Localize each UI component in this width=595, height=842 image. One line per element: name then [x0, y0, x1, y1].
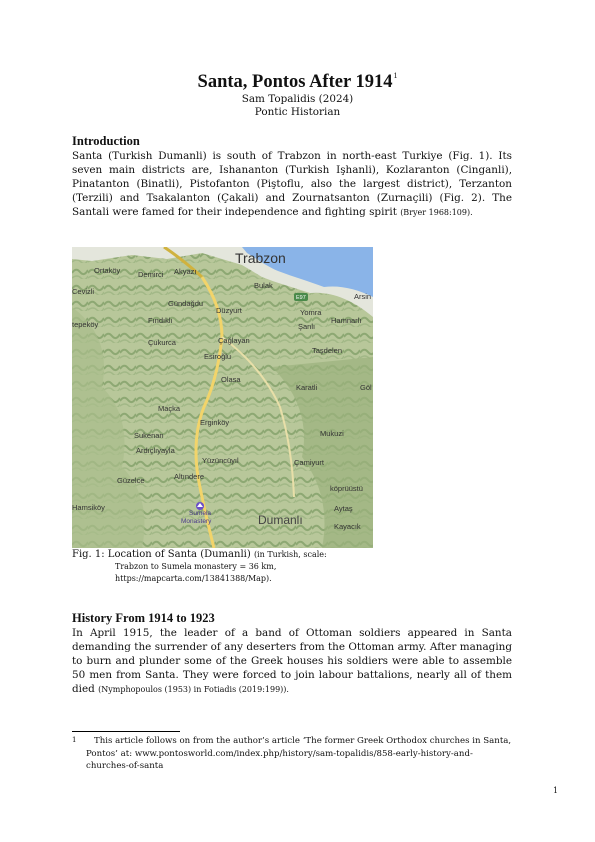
- author-block: [0, 93, 595, 119]
- footnote-marker: 1: [72, 736, 77, 744]
- map-label-ardiclyayla: Ardıçlıyayla: [136, 446, 175, 455]
- map-label-duzyurt: Düzyurt: [216, 306, 242, 315]
- map-label-arsin: Arsin: [354, 292, 372, 301]
- intro-heading: Introduction: [72, 134, 140, 148]
- author-affiliation: Pontic Historian: [254, 106, 341, 118]
- figure-caption: [72, 549, 327, 584]
- sumela-monastery-icon: [196, 502, 204, 510]
- document-title: [0, 71, 595, 93]
- intro-paragraph: [72, 149, 512, 220]
- map-label-mukuzi: Mukuzi: [320, 429, 344, 438]
- history-citation: (Nymphopoulos (1953) in Fotiadis (2019:199)).: [98, 685, 289, 695]
- map-label-road: E97: [296, 295, 306, 301]
- history-paragraph: [72, 626, 512, 697]
- map-label-tasdelen: Taşdelen: [312, 346, 343, 355]
- map-label-erginkoy: Erginköy: [200, 418, 230, 427]
- caption-scale: Trabzon to Sumela monastery = 36 km,: [115, 562, 277, 571]
- intro-citation: (Bryer 1968:109).: [400, 208, 473, 218]
- footnote: [72, 735, 512, 773]
- footnote-divider: [72, 731, 180, 732]
- footnote-text: This article follows on from the author’s article ‘The former Greek Orthodox churches in Santa, Pontos’ at: www.pontosworld.com/index.php/history/sam-topalidis/858-early-history-and-churches-of-santa: [86, 736, 512, 771]
- map-label-yomra: Yomra: [300, 308, 322, 317]
- map-label-macka: Maçka: [158, 404, 181, 413]
- caption-source: https://mapcarta.com/13841388/Map).: [115, 573, 272, 583]
- map-label-akyazi: Akyazı: [174, 267, 197, 276]
- map-label-aytas: Aytaş: [334, 504, 353, 513]
- santa-location-map: [72, 247, 373, 548]
- map-label-sumela: Sumela: [189, 510, 212, 517]
- map-label-gundagdu: Gündağdu: [168, 299, 204, 308]
- page-number: 1: [553, 786, 559, 795]
- history-heading: History From 1914 to 1923: [72, 611, 215, 625]
- map-label-camiyurt: Çamiyurt: [294, 458, 325, 467]
- author-name: Sam Topalidis (2024): [241, 93, 354, 105]
- intro-body: Santa (Turkish Dumanli) is south of Trabzon in north-east Turkiye (Fig. 1). Its seven main districts are, Ishananton (Turkish Işhanli), Kozlaranton (Cinganli), Pinatanton (Binatli), Pistofanton (Piştoflu, also the largest district), Terzanton (Terzili) and Tsakalanton (Çakali) and Zournatsanton (Zurnaçili) (Fig. 2). The Santali were famed for their independence and fighting spirit: [72, 150, 512, 219]
- caption-scale-note: (in Turkish, scale:: [253, 550, 327, 559]
- map-label-sukenan: Sukenan: [134, 431, 164, 440]
- map-label-trabzon: Trabzon: [235, 250, 286, 266]
- map-label-gol: Göl: [360, 383, 372, 392]
- map-label-guzelce: Güzelce: [117, 476, 145, 485]
- map-label-karatli: Karatli: [296, 383, 318, 392]
- map-label-kayacik: Kayacık: [334, 522, 361, 531]
- map-label-olasa: Olasa: [221, 375, 241, 384]
- map-label-caglayan: Çağlayan: [218, 336, 250, 345]
- map-label-demirci: Demirci: [138, 270, 164, 279]
- map-label-cukurca: Çukurca: [148, 338, 176, 347]
- map-label-sanli: Şanlı: [298, 322, 316, 331]
- map-label-cevizli: Cevizli: [72, 287, 95, 296]
- map-label-dumanli: Dumanlı: [258, 513, 303, 527]
- map-label-koprubasi: köprüüstü: [330, 484, 363, 493]
- map-label-hamnarli: Hamnarlı: [331, 316, 362, 325]
- map-label-findikli: Fındıklı: [148, 316, 173, 325]
- map-label-yuzuncuyil: Yüzüncüyıl: [202, 456, 239, 465]
- map-label-monastery: Monastery: [181, 518, 212, 525]
- map-label-altindere: Altındere: [174, 472, 205, 481]
- title-text: Santa, Pontos After 1914: [197, 72, 393, 92]
- map-label-bulak: Bulak: [254, 281, 273, 290]
- title-footnote-marker: 1: [393, 71, 398, 80]
- map-label-esiroglu: Esiroğlu: [204, 352, 232, 361]
- caption-main: Fig. 1: Location of Santa (Dumanli): [72, 549, 251, 560]
- map-label-hamsikoy: Hamsiköy: [72, 503, 105, 512]
- map-label-ortakoy: Ortaköy: [94, 266, 121, 275]
- history-body: In April 1915, the leader of a band of Ottoman soldiers appeared in Santa demanding the surrender of any deserters from the Ottoman army. After managing to burn and plunder some of the Greek houses his soldiers were able to assemble 50 men from Santa. They were forced to join labour battalions, nearly all of them died: [72, 627, 512, 696]
- map-label-tepekoy: tepeköy: [72, 320, 99, 329]
